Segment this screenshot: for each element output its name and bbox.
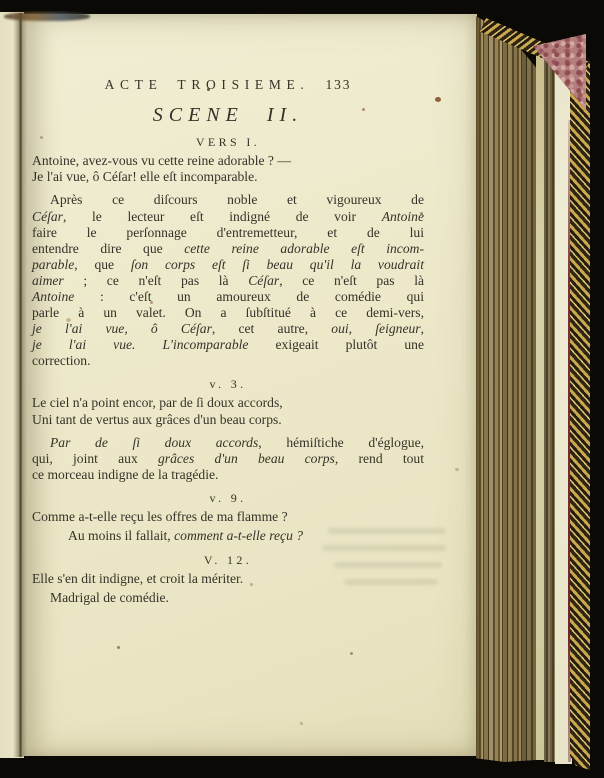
foxing-spot (435, 97, 441, 102)
text-line: ce morceau indigne de la tragédie. (32, 467, 219, 483)
text-line: parle à un valet. On a ſubſtitué à ce demi-vers, (32, 305, 424, 321)
text-line: Antoine, avez-vous vu cette reine adorable ? — (32, 153, 291, 168)
text-line: Par de ſi doux accords, hémiſtiche d'églogue, (50, 434, 425, 450)
verse-block (32, 571, 424, 606)
text-line: parable, que ſon corps eſt ſi beau qu'il la voudrait (32, 256, 424, 272)
foxing-spot (350, 652, 353, 655)
text-line: je l'ai vue, ô Céſar, cet autre, oui, ſeigneur, (32, 321, 424, 337)
prose-block (32, 192, 424, 369)
verse-number-label: v. 9. (209, 491, 247, 506)
gutter-crease (13, 13, 27, 757)
text-line: aimer ; ce n'eſt pas là Céſar, ce n'eſt pas là (32, 272, 425, 288)
verse-number-label: V. 12. (203, 552, 253, 567)
text-line: Céſar, le lecteur eſt indigné de voir Antoine (32, 208, 424, 224)
text-line: Madrigal de comédie. (50, 589, 169, 605)
scene-title: SCENE II. (152, 104, 304, 126)
verse-block (32, 153, 424, 185)
text-line: Comme a-t-elle reçu les offres de ma flamme ? (32, 509, 288, 525)
running-head: ACTE TROISIEME. (104, 77, 310, 92)
verse-block (32, 395, 424, 427)
foxing-spot (117, 646, 120, 649)
gilt-board-edge (570, 60, 590, 770)
page-number: 133 (325, 77, 352, 92)
text-blocks (32, 135, 424, 606)
text-line: Elle s'en dit indigne, et croit la mériter. (32, 570, 244, 586)
text-line: Après ce diſcours noble et vigoureux de (50, 192, 424, 208)
text-line: Au moins il fallait, comment a-t-elle reçu ? (68, 528, 304, 544)
foxing-spot (300, 722, 303, 725)
prose-block (32, 435, 424, 483)
foxing-spot (455, 468, 459, 471)
text-line: Antoine : c'eſt un amoureux de comédie qui (32, 288, 424, 304)
verse-number-label: v. 3. (209, 377, 247, 392)
text-line: faire le perſonnage d'entremetteur, et de lui (32, 224, 424, 240)
running-header (32, 78, 424, 92)
text-line: Uni tant de vertus aux grâces d'un beau corps. (32, 411, 282, 427)
text-line: Je l'ai vue, ô Céſar! elle eſt incomparable. (32, 169, 258, 185)
verse-block (32, 509, 424, 544)
text-line: correction. (32, 353, 91, 369)
page-stack-fore-edge (476, 14, 540, 762)
text-line: qui, joint aux grâces d'un beau corps, rend tout (32, 450, 424, 466)
headband (4, 12, 90, 21)
text-line: Le ciel n'a point encor, par de ſi doux accords, (32, 395, 283, 411)
page-text-column (32, 78, 424, 606)
verse-number-label: VERS I. (195, 135, 261, 149)
text-line: je l'ai vue. L'incomparable exigeait plutôt une (32, 337, 424, 353)
text-line: entendre dire que cette reine adorable eſt incom- (32, 240, 424, 256)
